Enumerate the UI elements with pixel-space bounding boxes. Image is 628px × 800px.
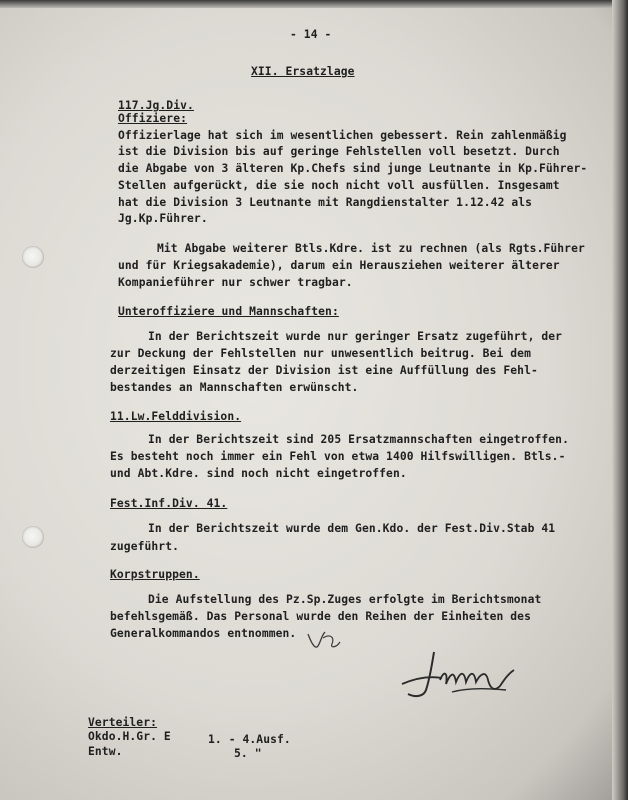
- text-line: bestandes an Mannschaften erwünscht.: [110, 381, 359, 394]
- handwritten-mark: [305, 628, 345, 652]
- text-line: Mit Abgabe weiterer Btls.Kdre. ist zu rechnen (als Rgts.Führer: [157, 242, 585, 255]
- distribution-label: Verteiler:: [88, 716, 158, 729]
- text-line: befehlsgemäß. Das Personal wurde den Reihen der Einheiten des: [110, 610, 531, 623]
- text-line: ist die Division bis auf geringe Fehlstellen voll besetzt. Durch: [118, 145, 560, 158]
- text-line: Stellen aufgerückt, die sie noch nicht voll ausfüllen. Insgesamt: [118, 179, 560, 192]
- text-line: zur Deckung der Fehlstellen nur unwesentlich beitrug. Bei dem: [110, 347, 531, 360]
- text-line: Generalkommandos entnommen.: [110, 627, 297, 640]
- lw-division-title: 11.Lw.Felddivision.: [110, 410, 242, 423]
- distribution-recipient: Okdo.H.Gr. E: [88, 730, 171, 743]
- fest-inf-div-title: Fest.Inf.Div. 41.: [110, 497, 228, 510]
- section-heading: XII. Ersatzlage: [251, 65, 355, 78]
- text-line: In der Berichtszeit sind 205 Ersatzmannschaften eingetroffen.: [148, 433, 569, 446]
- distribution-copies: 5. ": [234, 747, 262, 760]
- text-line: Offizierlage hat sich im wesentlichen gebessert. Rein zahlenmäßig: [118, 129, 567, 142]
- text-line: zugeführt.: [110, 540, 180, 553]
- signature: [396, 644, 526, 704]
- nco-section-title: Unteroffiziere und Mannschaften:: [118, 305, 339, 318]
- page-number: - 14 -: [290, 28, 332, 41]
- text-line: die Abgabe von 3 älteren Kp.Chefs sind junge Leutnante in Kp.Führer-: [118, 162, 588, 175]
- text-line: hat die Division 3 Leutnante mit Rangdienstalter 1.12.42 als: [118, 196, 533, 209]
- distribution-copies: 1. - 4.Ausf.: [208, 733, 291, 746]
- text-line: Die Aufstellung des Pz.Sp.Zuges erfolgte im Berichtsmonat: [148, 593, 542, 606]
- text-line: und für Kriegsakademie), darum ein Herausziehen weiterer älterer: [118, 259, 560, 272]
- corps-troops-title: Korpstruppen.: [110, 568, 200, 581]
- text-line: und Abt.Kdre. sind noch nicht eingetroffen.: [110, 467, 407, 480]
- division-117-title: 117.Jg.Div.: [118, 99, 194, 112]
- officers-subtitle: Offiziere:: [118, 112, 188, 125]
- text-line: Jg.Kp.Führer.: [118, 212, 208, 225]
- punch-hole-top: [22, 246, 44, 268]
- punch-hole-bottom: [22, 526, 44, 548]
- text-line: Es besteht noch immer ein Fehl von etwa 1400 Hilfswilligen. Btls.-: [110, 450, 566, 463]
- text-line: In der Berichtszeit wurde dem Gen.Kdo. der Fest.Div.Stab 41: [148, 522, 556, 535]
- distribution-recipient: Entw.: [88, 745, 123, 758]
- scan-edge-top: [0, 0, 628, 8]
- text-line: Kompanieführer nur schwer tragbar.: [118, 276, 353, 289]
- text-line: derzeitigen Einsatz der Division ist eine Auffüllung des Fehl-: [110, 364, 538, 377]
- scan-edge-right: [612, 0, 628, 800]
- text-line: In der Berichtszeit wurde nur geringer Ersatz zugeführt, der: [148, 330, 563, 343]
